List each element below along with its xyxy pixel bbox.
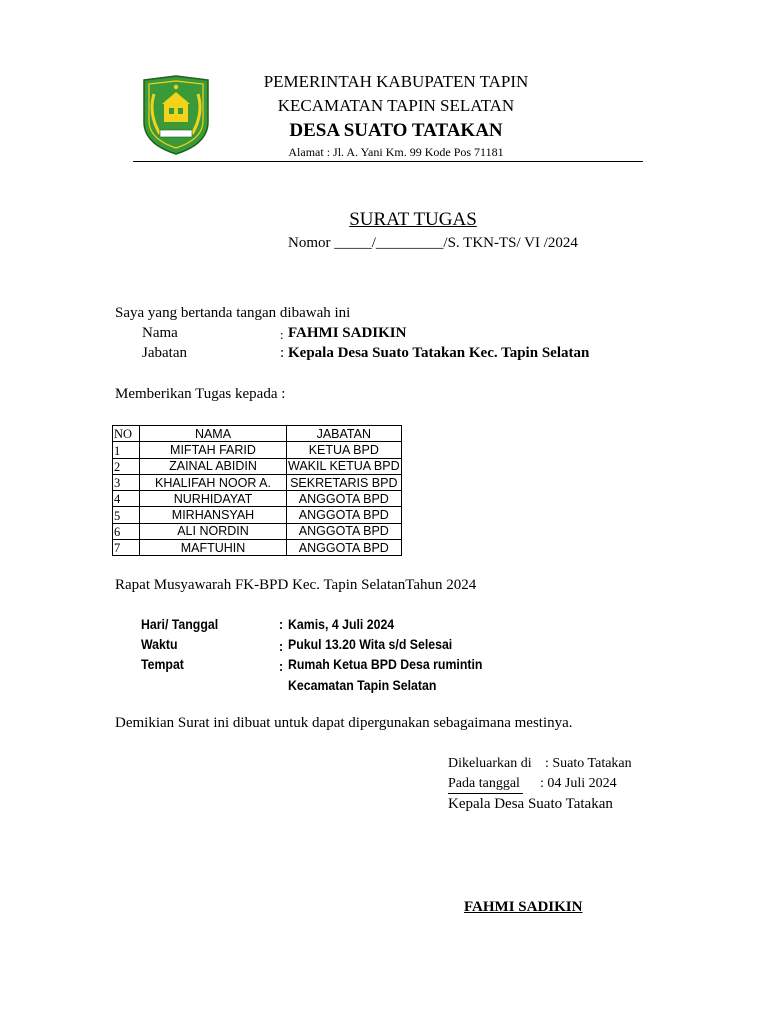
row-name: ALI NORDIN	[140, 523, 287, 539]
row-position: WAKIL KETUA BPD	[288, 459, 400, 474]
schedule-place-value-line2: Kecamatan Tapin Selatan	[288, 677, 437, 693]
schedule-place-label: Tempat	[141, 656, 184, 672]
table-row	[113, 442, 402, 458]
row-number: 2	[113, 458, 140, 474]
row-name: NURHIDAYAT	[140, 491, 287, 507]
row-position: ANGGOTA BPD	[287, 507, 402, 523]
table-row	[113, 507, 402, 523]
table-row	[113, 458, 402, 474]
issued-date-value: : 04 Juli 2024	[540, 776, 617, 791]
schedule-day-value: Kamis, 4 Juli 2024	[288, 616, 395, 632]
assignment-intro: Memberikan Tugas kepada :	[115, 386, 286, 402]
column-header-position: JABATAN	[287, 426, 402, 442]
row-number: 3	[113, 474, 140, 490]
row-number: 1	[113, 442, 140, 458]
signer-name-label: Nama	[142, 325, 178, 341]
schedule-place-value-line1: Rumah Ketua BPD Desa rumintin	[288, 656, 483, 672]
header-village: DESA SUATO TATAKAN	[289, 120, 503, 141]
row-number: 6	[113, 523, 140, 539]
header-district: KECAMATAN TAPIN SELATAN	[277, 96, 515, 115]
row-number: 4	[113, 491, 140, 507]
issued-place-label: Dikeluarkan di	[448, 756, 532, 771]
document-number: Nomor _____/_________/S. TKN-TS/ VI /2024	[288, 235, 578, 251]
row-position: SEKRETARIS BPD	[287, 474, 402, 490]
header-address: Alamat : Jl. A. Yani Km. 99 Kode Pos 71181	[288, 145, 504, 159]
column-header-no: NO	[113, 426, 140, 442]
row-position: ANGGOTA BPD	[287, 523, 402, 539]
column-header-name: NAMA	[140, 426, 287, 442]
signature-name: FAHMI SADIKIN	[464, 899, 583, 915]
table-row	[113, 491, 402, 507]
document-title: SURAT TUGAS	[349, 209, 477, 230]
table-header-row	[113, 426, 402, 442]
assignee-table	[112, 425, 402, 556]
schedule-place-sep: :	[279, 658, 284, 674]
row-position: ANGGOTA BPD	[287, 540, 402, 556]
row-name: MAFTUHIN	[140, 540, 287, 556]
row-name: MIFTAH FARID	[140, 442, 287, 458]
schedule-day-label: Hari/ Tanggal	[141, 616, 219, 632]
row-name: ZAINAL ABIDIN	[140, 458, 287, 474]
signer-name-value: FAHMI SADIKIN	[288, 325, 407, 341]
schedule-time-sep: :	[279, 638, 284, 654]
row-number: 7	[113, 540, 140, 556]
row-name: MIRHANSYAH	[140, 507, 287, 523]
row-position: ANGGOTA BPD	[287, 491, 402, 507]
signer-name-sep: :	[280, 327, 284, 342]
row-position: KETUA BPD	[287, 442, 402, 458]
meeting-purpose: Rapat Musyawarah FK-BPD Kec. Tapin SelatanTahun 2024	[115, 577, 477, 593]
header-divider	[133, 161, 643, 162]
issued-date-label: Pada tanggal	[448, 776, 523, 794]
table-row	[113, 540, 402, 556]
closing-statement: Demikian Surat ini dibuat untuk dapat dipergunakan sebagaimana mestinya.	[115, 715, 573, 731]
table-row	[113, 474, 402, 490]
schedule-time-label: Waktu	[141, 636, 178, 652]
header-government: PEMERINTAH KABUPATEN TAPIN	[263, 72, 529, 91]
schedule-time-value: Pukul 13.20 Wita s/d Selesai	[288, 636, 453, 652]
signer-position-label: Jabatan	[142, 345, 187, 361]
issuer-position: Kepala Desa Suato Tatakan	[448, 796, 613, 812]
row-name: KHALIFAH NOOR A.	[140, 474, 287, 490]
signer-position-value: Kepala Desa Suato Tatakan Kec. Tapin Selatan	[288, 345, 590, 361]
schedule-day-sep: :	[279, 616, 284, 632]
signer-intro: Saya yang bertanda tangan dibawah ini	[115, 305, 351, 321]
issued-place-value: : Suato Tatakan	[545, 756, 632, 771]
signer-position-sep: :	[280, 345, 285, 361]
table-row	[113, 523, 402, 539]
row-number: 5	[113, 507, 140, 523]
